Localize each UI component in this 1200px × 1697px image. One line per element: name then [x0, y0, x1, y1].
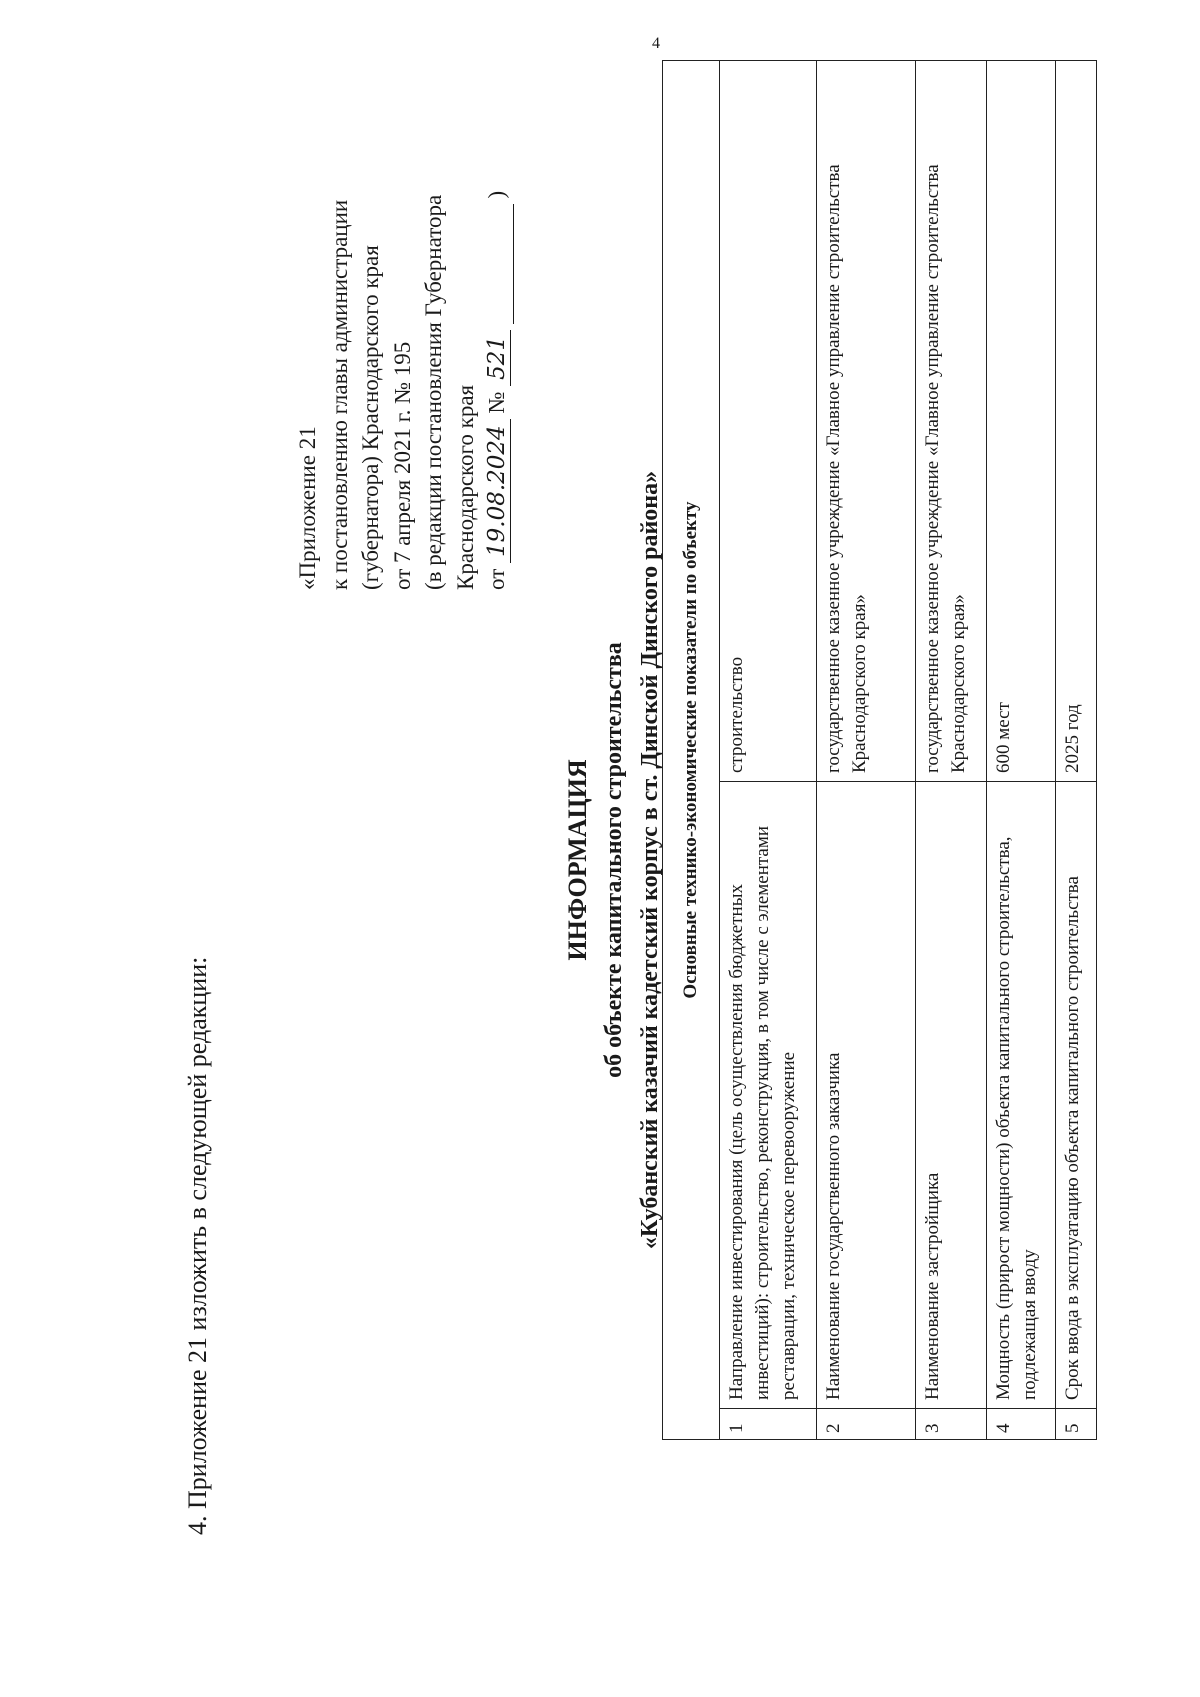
table-row	[916, 61, 987, 1440]
row-value: 600 мест	[987, 61, 1056, 782]
table-row	[987, 61, 1056, 1440]
appendix-date-line	[481, 191, 514, 590]
handwritten-number: 521	[484, 330, 511, 386]
document-heading	[560, 410, 668, 1310]
from-prefix: от	[484, 568, 509, 590]
row-number: 3	[916, 1409, 987, 1440]
row-number: 2	[817, 1409, 916, 1440]
row-value: государственное казенное учреждение «Главное управление строительства Краснодарского края»	[916, 61, 987, 782]
appendix-line-4: от 7 апреля 2021 г. № 195	[389, 341, 415, 590]
table-row	[817, 61, 916, 1440]
number-prefix: №	[484, 391, 509, 414]
appendix-line-3: (губернатора) Краснодарского края	[358, 245, 383, 590]
handwritten-date: 19.08.2024	[484, 419, 511, 563]
row-label: Наименование застройщика	[916, 782, 987, 1409]
row-number: 1	[720, 1409, 817, 1440]
page-number: 4	[652, 35, 660, 52]
appendix-line-2: к постановлению главы администрации	[326, 199, 352, 590]
intro-paragraph: 4. Приложение 21 изложить в следующей редакции:	[183, 956, 212, 1535]
row-label: Направление инвестирования (цель осуществления бюджетных инвестиций): строительство, реконструкция, в том числе с элементами реставрации, техническое перевооружение	[720, 782, 817, 1409]
row-label: Наименование государственного заказчика	[817, 782, 916, 1409]
appendix-line-1: «Приложение 21	[295, 426, 320, 590]
row-number: 5	[1056, 1409, 1097, 1440]
row-number: 4	[987, 1409, 1056, 1440]
table-row	[1056, 61, 1097, 1440]
heading-object-name: «Кубанский казачий кадетский корпус в ст. Динской Динского района»	[637, 470, 663, 1250]
appendix-line-5: (в редакции постановления Губернатора	[421, 194, 446, 590]
row-label: Срок ввода в эксплуатацию объекта капитального строительства	[1056, 782, 1097, 1409]
closing-parenthesis: )	[484, 190, 509, 199]
indicators-table	[662, 60, 1097, 1440]
row-label: Мощность (прирост мощности) объекта капитального строительства, подлежащая вводу	[987, 782, 1056, 1409]
blank-underline	[491, 204, 514, 324]
row-value: строительство	[720, 61, 817, 782]
table-header-row	[663, 61, 720, 1440]
heading-title: ИНФОРМАЦИЯ	[563, 759, 592, 961]
heading-subtitle: об объекте капитального строительства	[601, 642, 627, 1078]
appendix-line-6: Краснодарского края	[452, 384, 478, 590]
table-header: Основные технико-экономические показатели по объекту	[663, 61, 720, 1440]
appendix-reference	[292, 191, 514, 590]
row-value: 2025 год	[1056, 61, 1097, 782]
row-value: государственное казенное учреждение «Главное управление строительства Краснодарского края»	[817, 61, 916, 782]
table-row	[720, 61, 817, 1440]
